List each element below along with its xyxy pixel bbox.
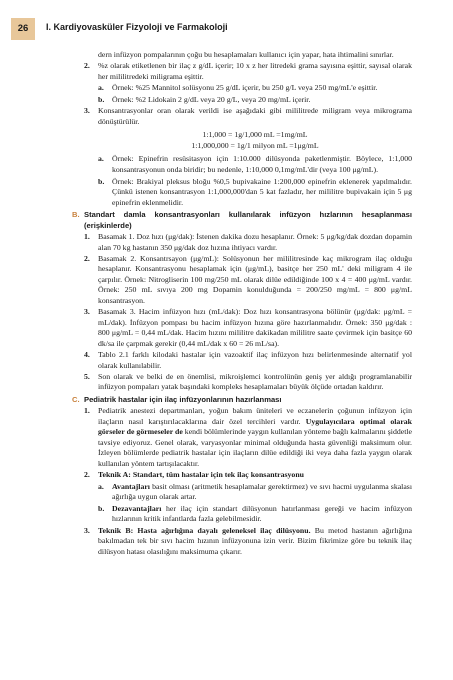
list-item-text: Tablo 2.1 farklı kilodaki hastalar için vazoaktif ilaç infüzyon hızı belirlenmesinde alternatif yol olarak kullanılabilir.: [98, 350, 412, 370]
sub-label: b.: [98, 94, 105, 104]
sub-item-text: [112, 482, 412, 503]
equation-2: 1:1,000,000 = 1g/1 milyon mL =1μg/mL: [191, 140, 319, 150]
section-title: Standart damla konsantrasyonları kullanılarak infüzyon hızlarının hesaplanması (erişkinlerde): [84, 210, 412, 230]
list-item-text: Son olarak ve belki de en önemlisi, mikroişlemci kontrolünün geniş yer aldığı programlanabilir infüzyon pompaları yatak başındaki kompleks hesaplamaları büyük ölçüde ortadan kaldırır.: [98, 371, 412, 392]
section-c-item-2: [84, 470, 412, 481]
section-c-item-3: [84, 526, 412, 558]
page-header: [0, 18, 453, 46]
list-item-text: Basamak 3. Hacim infüzyon hızı (mL/dak): Doz hızı konsantrasyona bölünür (μg/dak: μg/mL = mL/dak). İnfüzyon pompası bu hacim infüzyon hızına göre hazırlanmalıdır. Örnek: 350 μg/dak : 800 μg/mL = 0,44 mL/dak. Hacim hızını mililitre dakikadan mililitre saate çevirmek için basitçe 60 dk/sa ile çarpmak gerekir (0,44 mL/dak x 60 = 26 mL/sa).: [98, 307, 412, 348]
sub-item-text: [112, 504, 412, 525]
section-title: Pediatrik hastalar için ilaç infüzyonlarının hazırlanması: [84, 394, 282, 404]
list-item-text: Basamak 2. Konsantrsayon (μg/mL): Solüsyonun her mililitresinde kaç mikrogram ilaç olduğu hesaplanır. Konsantrasyonu hesaplamak için (μg/mL), basitçe her 250 mL' deki miligram 4 ile çarpılır. Örnek: Nitrogliserin 100 mg/250 mL olarak dilüe edildiğinde 100 x 4 = 400 μg/mL vardır. Örnek: 250 mL sıvıya 200 mg Dopamin konulduğunda = 200/250 mg/mL = 800 μg/mL konsantrasyon.: [98, 253, 412, 306]
list-number: 2.: [84, 61, 90, 71]
sub-item-3a: [84, 154, 412, 175]
section-b-item-3: [84, 307, 412, 349]
list-item-text: [98, 406, 412, 470]
text-part: Bu metod hastanın ağırlığına bakılmadan tek bir sıvı hacim hızının infüzyonuna izin verir. Bizim fikrimize göre bu teknik ilaç dilüsyon hatası olasılığını maksimuma çıkarır.: [98, 525, 413, 556]
emphasis-text: Avantajları: [112, 481, 150, 491]
section-b-heading: [72, 210, 412, 231]
list-number: 5.: [84, 371, 90, 381]
list-number: 4.: [84, 350, 90, 360]
item-title: Teknik A: Standart, tüm hastalar için tek ilaç konsantrasyonu: [98, 470, 305, 480]
sub-item-text: Örnek: %2 Lidokain 2 g/dL veya 20 g/L, veya 20 mg/mL içerir.: [112, 94, 311, 104]
sub-item-text: Örnek: Epinefrin resüsitasyon için 1:10.000 dilüsyonda paketlenmiştir. Böylece, 1:1,000 konsantrasyonun onda biridir; bu nedenle, 1:10,000 0,1mg/mL'dir (veya 100 μg/mL).: [112, 154, 412, 174]
list-number: 2.: [84, 470, 90, 480]
list-number: 2.: [84, 253, 90, 263]
text-part: Pediatrik anestezi departmanları, yoğun bakım üniteleri ve eczanelerin çoğunun infüzyon için ilaçların nasıl karıştırılacaklarına dair özel tercihleri vardır.: [98, 406, 412, 426]
section-c-item-1: [84, 406, 412, 470]
section-c-heading: [72, 394, 412, 406]
list-number: 1.: [84, 406, 90, 415]
list-number: 3.: [84, 525, 90, 535]
equation-1: 1:1,000 = 1g/1,000 mL =1mg/mL: [202, 130, 308, 140]
page-number: 26: [11, 18, 35, 40]
list-item-3: [84, 106, 412, 151]
list-item-2: [84, 61, 412, 82]
sub-item-text: Örnek: %25 Mannitol solüsyonu 25 g/dL içerir, bu 250 g/L veya 250 mg/mL'e eşittir.: [112, 83, 378, 93]
sub-label: a.: [98, 154, 104, 164]
sub-item-c2b: [84, 504, 412, 525]
list-number: 3.: [84, 105, 90, 115]
sub-item-2b: [84, 95, 412, 106]
list-item-text: %z olarak etiketlenen bir ilaç z g/dL içerir; 10 x z her litredeki grama sayısına eşittir, sayısal olarak her mililitredeki miligrama eşittir.: [98, 61, 412, 81]
sub-item-3b: [84, 177, 412, 209]
emphasis-text: Dezavantajları: [112, 503, 162, 513]
section-label: B.: [72, 210, 80, 220]
list-item-text: [98, 526, 412, 558]
sub-label: a.: [98, 481, 104, 491]
sub-label: a.: [98, 83, 104, 93]
list-item-title: [98, 470, 412, 481]
section-b-item-1: [84, 232, 412, 253]
text-part: basit olması (aritmetik hesaplamalar gerektirmez) ve sıvı hacmi uygulanma skalası ağırlığa uygun olarak artar.: [112, 481, 413, 502]
section-b-item-5: [84, 372, 412, 393]
sub-item-2a: [84, 83, 412, 94]
running-header-title: I. Kardiyovasküler Fizyoloji ve Farmakoloji: [46, 22, 228, 32]
text-part: her ilaç için standart dilüsyonun hatırlanması gereği ve hacim infüzyon hızlarının kritik infantlarda fazla gelebilmesidir.: [112, 503, 412, 524]
list-number: 3.: [84, 307, 90, 317]
sub-label: b.: [98, 176, 105, 186]
list-item-text: Basamak 1. Doz hızı (μg/dak): İstenen dakika dozu hesaplanır. Örnek: 5 μg/kg/dak dozdan dopamin alan 70 kg hastanın 350 μg/dak doz hızına ihtiyacı vardır.: [98, 232, 412, 252]
sub-label: b.: [98, 503, 105, 513]
list-number: 1.: [84, 232, 90, 241]
emphasis-text: Teknik B: Hasta ağırlığına dayalı geleneksel ilaç dilüsyonu.: [98, 525, 311, 535]
page-body: [72, 50, 413, 557]
sub-item-c2a: [84, 482, 412, 503]
section-b-item-4: [84, 350, 412, 371]
list-item-text: Konsantrasyonlar oran olarak verildi ise aşağıdaki gibi mililitrede miligram veya mikrograma dönüştürülür.: [98, 105, 412, 126]
section-label: C.: [72, 394, 80, 404]
sub-item-text: Örnek: Brakiyal pleksus bloğu %0,5 bupivakaine 1:200,000 epinefrin eklenerek yapılmalıdır. Çünkü istenen konsantrasyon 1:1,000,000'dan 5 kat fazladır, her mililitre bupivakain için 5 μg epinefrin eklenmelidir.: [112, 176, 412, 207]
section-b-item-2: [84, 254, 412, 307]
emphasis-text: Uygulayıcılara optimal olarak görseler de görmeseler de: [98, 416, 413, 437]
intro-paragraph: dern infüzyon pompalarının çoğu bu hesaplamaları kullanıcı için yapar, hata ihtimalini sınırlar.: [98, 50, 394, 59]
text-part: kendi bölümlerinde yaygın kullanılan yönteme bağlı kalmalarını şiddetle tavsiye ediyoruz. Genel olarak, varyasyonlar minimal olduğunda hasta güvenliği maksimum olur. İzleyen bölümlerde pediatrik hastalar için ilaçların dilüe edildiği iki veya daha fazla yaygın olarak kullanılan yöntem tartışılacaktır.: [98, 427, 413, 468]
